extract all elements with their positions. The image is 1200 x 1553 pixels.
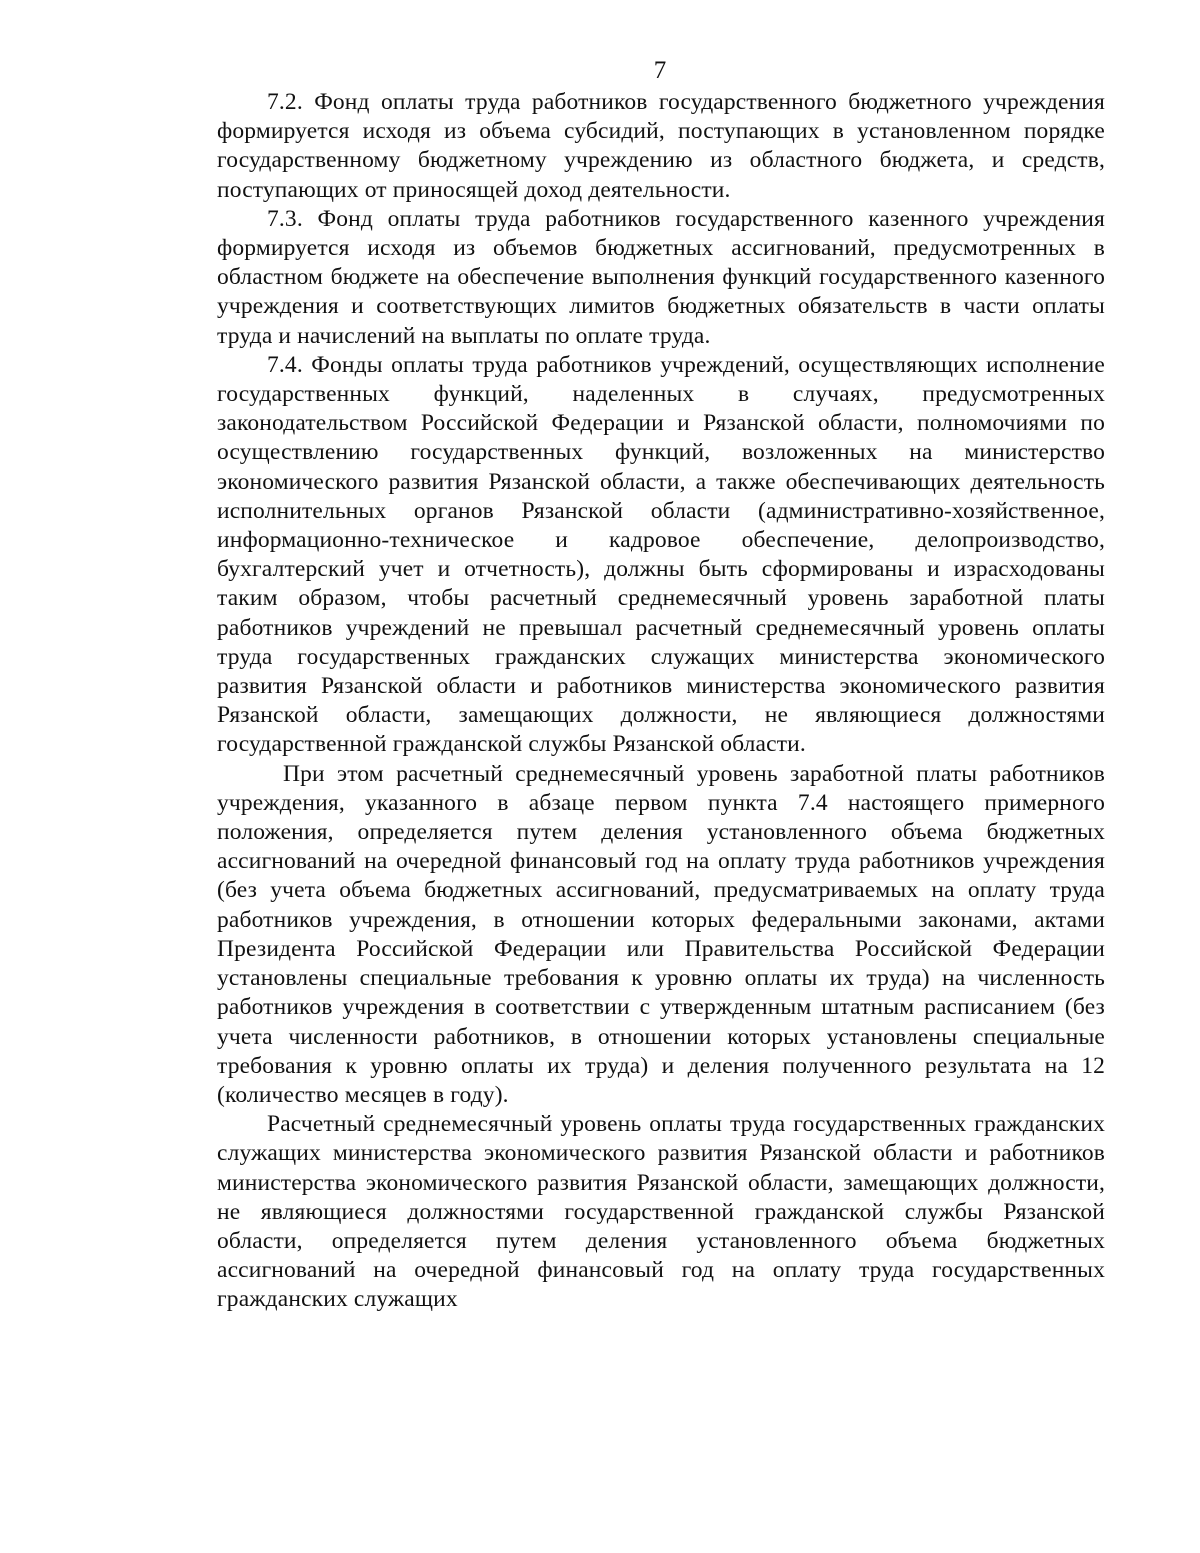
paragraph-ministry-calculation: Расчетный среднемесячный уровень оплаты труда государственных гражданских служащих министерства экономического развития Рязанской области и работников министерства экономического развития Рязанской области, замещающих должности, не являющиеся должностями государственной гражданской службы Рязанской области, определяется путем деления установленного объема бюджетных ассигнований на очередной финансовый год на оплату труда государственных гражданских служащих — [217, 1111, 1105, 1313]
page-number: 7 — [653, 57, 667, 84]
paragraph-7-3: 7.3. Фонд оплаты труда работников государственного казенного учреждения формируется исходя из объемов бюджетных ассигнований, предусмотренных в областном бюджете на обеспечение выполнения функций государственного казенного учреждения и соответствующих лимитов бюджетных обязательств в части оплаты труда и начислений на выплаты по оплате труда. — [217, 205, 1105, 349]
paragraph-7-2: 7.2. Фонд оплаты труда работников государственного бюджетного учреждения формируется исходя из объема субсидий, поступающих в установленном порядке государственному бюджетному учреждению из областного бюджета, и средств, поступающих от приносящей доход деятельности. — [217, 89, 1105, 203]
paragraph-7-4: 7.4. Фонды оплаты труда работников учреждений, осуществляющих исполнение государственных функций, наделенных в случаях, предусмотренных законодательством Российской Федерации и Рязанской области, полномочиями по осуществлению государственных функций, возложенных на министерство экономического развития Рязанской области, а также обеспечивающих деятельность исполнительных органов Рязанской области (административно-хозяйственное, информационно-техническое и кадровое обеспечение, делопроизводство, бухгалтерский учет и отчетность), должны быть сформированы и израсходованы таким образом, чтобы расчетный среднемесячный уровень заработной платы работников учреждений не превышал расчетный среднемесячный уровень оплаты труда государственных гражданских служащих министерства экономического развития Рязанской области и работников министерства экономического развития Рязанской области, замещающих должности, не являющиеся должностями государственной гражданской службы Рязанской области. — [217, 351, 1105, 758]
document-body — [217, 88, 1105, 1315]
paragraph-7-4-calculation: При этом расчетный среднемесячный уровень заработной платы работников учреждения, указанного в абзаце первом пункта 7.4 настоящего примерного положения, определяется путем деления установленного объема бюджетных ассигнований на очередной финансовый год на оплату труда работников учреждения (без учета объема бюджетных ассигнований, предусматриваемых на оплату труда работников учреждения, в отношении которых федеральными законами, актами Президента Российской Федерации или Правительства Российской Федерации установлены специальные требования к уровню оплаты их труда) на численность работников учреждения в соответствии с утвержденным штатным расписанием (без учета численности работников, в отношении которых установлены специальные требования к уровню оплаты их труда) и деления полученного результата на 12 (количество месяцев в году). — [217, 760, 1105, 1108]
